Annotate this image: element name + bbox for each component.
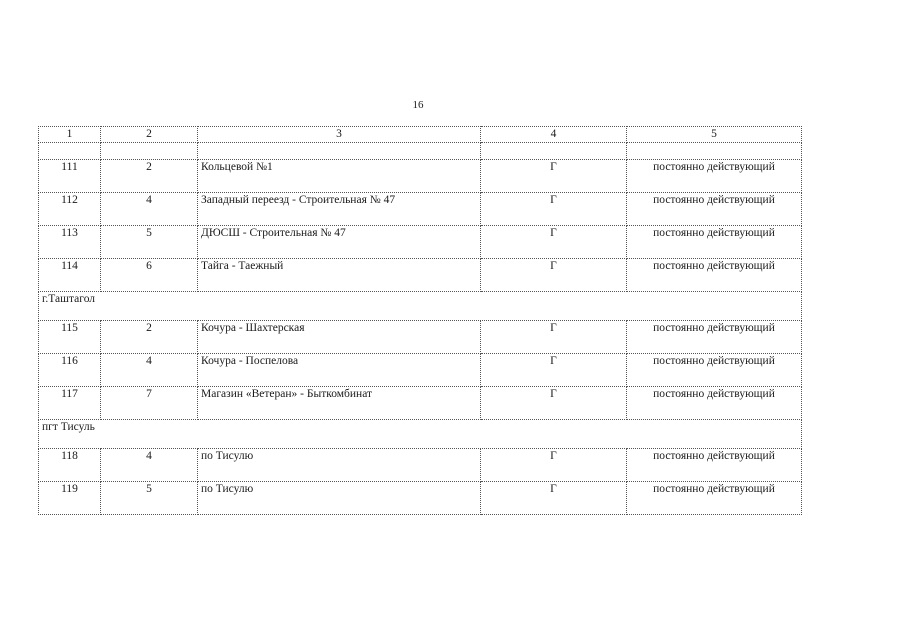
routes-table [38,126,802,515]
row-number: 115 [39,321,101,354]
route-name: Тайга - Таежный [198,259,481,292]
route-type: Г [481,387,627,420]
route-name: ДЮСШ - Строительная № 47 [198,226,481,259]
page-number: 16 [412,99,424,111]
route-name: по Тисулю [198,449,481,482]
route-number: 2 [101,160,198,193]
row-number: 114 [39,259,101,292]
spacer-cell [39,143,101,160]
spacer-cell [101,143,198,160]
spacer-cell [198,143,481,160]
header-cell: 4 [481,127,627,143]
route-name: Кочура - Поспелова [198,354,481,387]
route-name: Кочура - Шахтерская [198,321,481,354]
route-mode: постоянно действующий [627,193,802,226]
table-row [39,482,802,515]
route-mode: постоянно действующий [627,160,802,193]
row-number: 112 [39,193,101,226]
route-type: Г [481,354,627,387]
route-number: 2 [101,321,198,354]
route-mode: постоянно действующий [627,482,802,515]
route-name: по Тисулю [198,482,481,515]
row-number: 119 [39,482,101,515]
locality-row [39,420,802,449]
header-cell: 1 [39,127,101,143]
table-row [39,259,802,292]
route-number: 4 [101,193,198,226]
route-type: Г [481,449,627,482]
route-mode: постоянно действующий [627,226,802,259]
route-number: 4 [101,449,198,482]
table-row [39,226,802,259]
route-type: Г [481,482,627,515]
table-row [39,449,802,482]
route-number: 6 [101,259,198,292]
spacer-cell [627,143,802,160]
route-number: 5 [101,226,198,259]
table-row [39,160,802,193]
spacer-cell [481,143,627,160]
row-number: 116 [39,354,101,387]
row-number: 118 [39,449,101,482]
route-mode: постоянно действующий [627,449,802,482]
row-number: 117 [39,387,101,420]
locality-label: г.Таштагол [39,292,802,321]
table-row [39,193,802,226]
route-number: 7 [101,387,198,420]
route-name: Кольцевой №1 [198,160,481,193]
locality-row [39,292,802,321]
table-row [39,387,802,420]
row-number: 111 [39,160,101,193]
table-header-row [39,127,802,143]
route-type: Г [481,160,627,193]
route-type: Г [481,321,627,354]
header-cell: 3 [198,127,481,143]
route-mode: постоянно действующий [627,387,802,420]
route-number: 4 [101,354,198,387]
route-type: Г [481,259,627,292]
route-mode: постоянно действующий [627,354,802,387]
route-name: Западный переезд - Строительная № 47 [198,193,481,226]
locality-label: пгт Тисуль [39,420,802,449]
route-name: Магазин «Ветеран» - Быткомбинат [198,387,481,420]
route-type: Г [481,226,627,259]
row-number: 113 [39,226,101,259]
route-mode: постоянно действующий [627,259,802,292]
header-cell: 5 [627,127,802,143]
table-row [39,354,802,387]
route-mode: постоянно действующий [627,321,802,354]
route-type: Г [481,193,627,226]
spacer-row [39,143,802,160]
header-cell: 2 [101,127,198,143]
table-row [39,321,802,354]
route-number: 5 [101,482,198,515]
